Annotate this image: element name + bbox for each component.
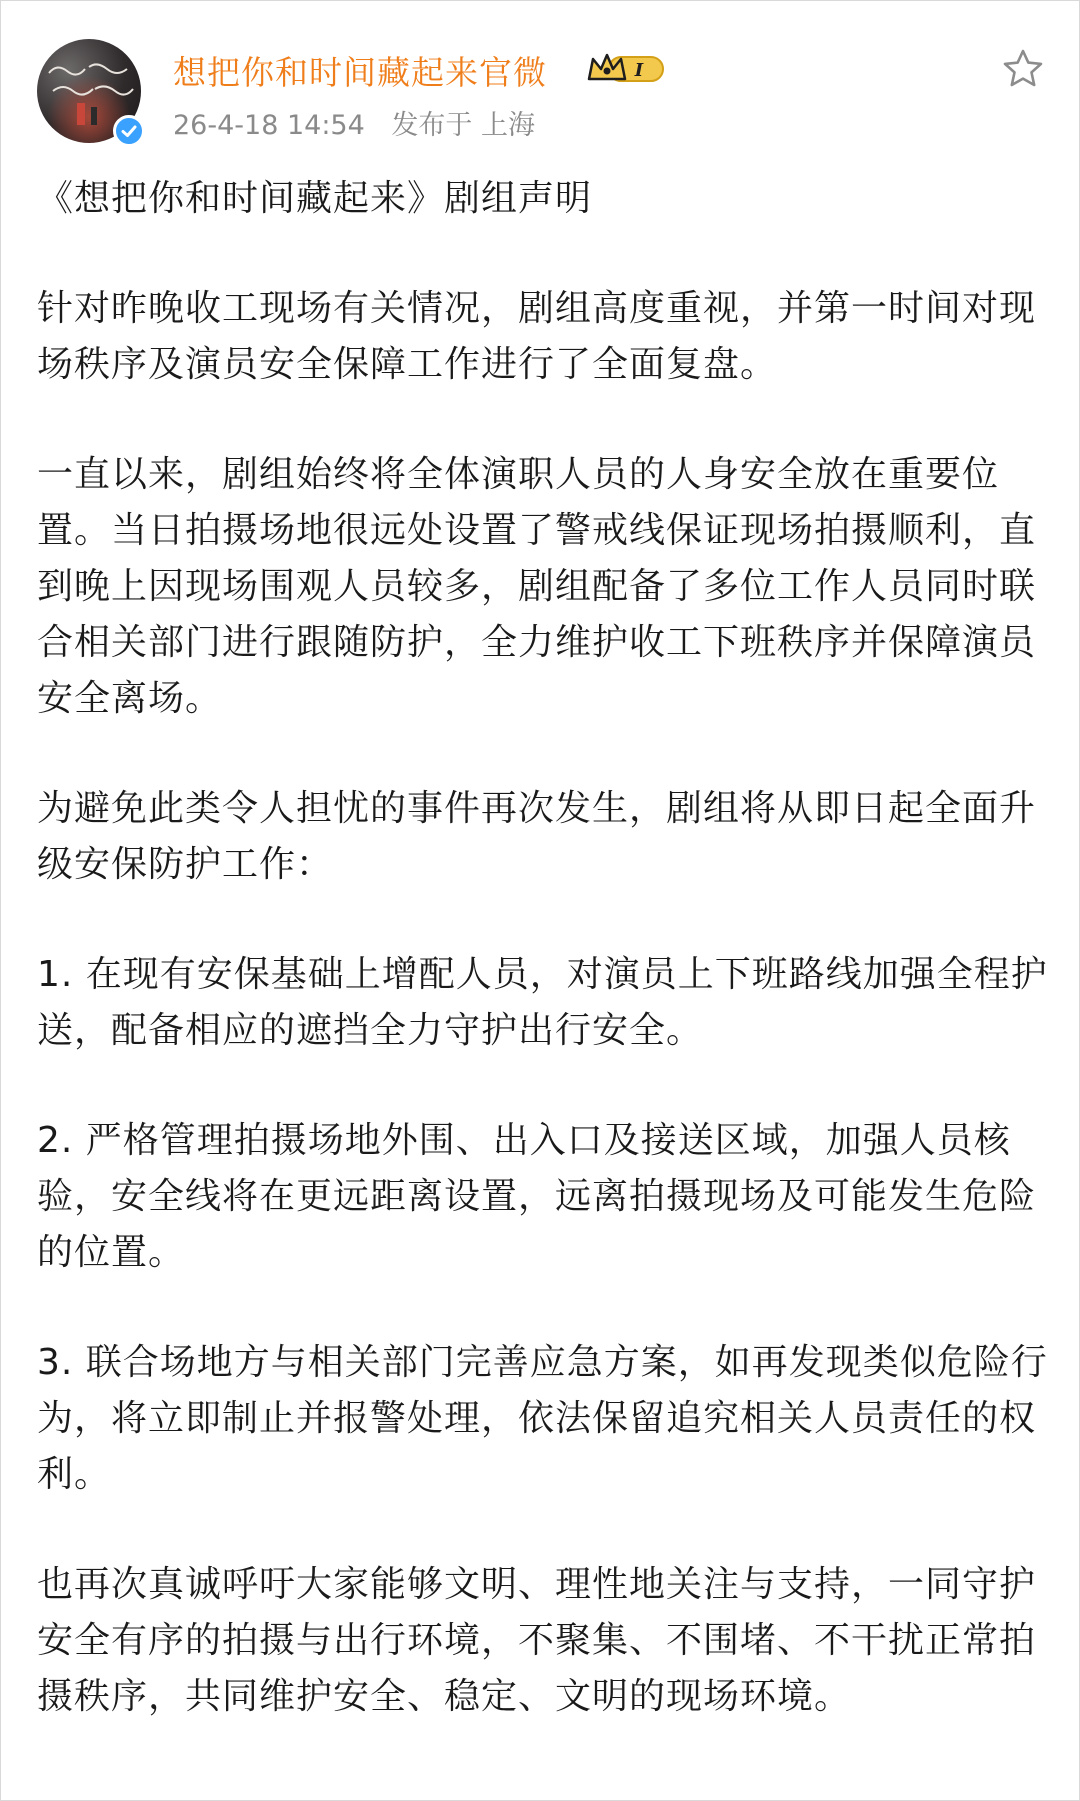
- paragraph: 一直以来，剧组始终将全体演职人员的人身安全放在重要位置。当日拍摄场地很远处设置了警戒线保证现场拍摄顺利，直到晚上因现场围观人员较多，剧组配备了多位工作人员同时联合相关部门进行跟随防护，全力维护收工下班秩序并保障演员安全离场。: [37, 454, 1037, 719]
- paragraph: 为避免此类令人担忧的事件再次发生，剧组将从即日起全面升级安保防护工作：: [37, 788, 1037, 885]
- star-outline-icon: [999, 45, 1047, 93]
- verified-check-icon: [113, 115, 145, 147]
- list-item: 2. 严格管理拍摄场地外围、出入口及接送区域，加强人员核验，安全线将在更远距离设置，远离拍摄现场及可能发生危险的位置。: [37, 1120, 1037, 1273]
- list-item: 1. 在现有安保基础上增配人员，对演员上下班路线加强全程护送，配备相应的遮挡全力守护出行安全。: [37, 954, 1048, 1051]
- paragraph: 也再次真诚呼吁大家能够文明、理性地关注与支持，一同守护安全有序的拍摄与出行环境，不聚集、不围堵、不干扰正常拍摄秩序，共同维护安全、稳定、文明的现场环境。: [37, 1564, 1037, 1717]
- post-content: [37, 171, 1049, 1779]
- post-location: 发布于 上海: [391, 110, 535, 141]
- crown-vip-icon[interactable]: [585, 49, 667, 89]
- post-header: [37, 39, 1047, 149]
- post-time: 26-4-18 14:54: [173, 110, 365, 141]
- avatar-container[interactable]: [37, 39, 141, 143]
- vip-level-text: I: [634, 60, 644, 81]
- list-item: 3. 联合场地方与相关部门完善应急方案，如再发现类似危险行为，将立即制止并报警处理，依法保留追究相关人员责任的权利。: [37, 1342, 1048, 1495]
- post-meta: [173, 103, 553, 142]
- favorite-button[interactable]: [999, 45, 1047, 93]
- paragraph: 针对昨晚收工现场有关情况，剧组高度重视，并第一时间对现场秩序及演员安全保障工作进行了全面复盘。: [37, 288, 1037, 385]
- username-link[interactable]: 想把你和时间藏起来官微: [173, 53, 547, 92]
- post-title: 《想把你和时间藏起来》剧组声明: [37, 178, 593, 219]
